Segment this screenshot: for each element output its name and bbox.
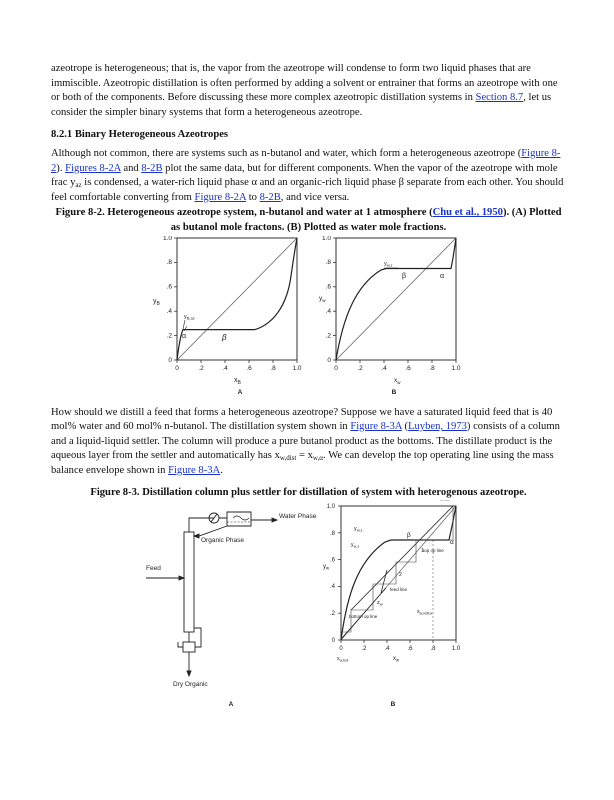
b-ytick-5: 1.0: [321, 235, 331, 242]
yw1-label: $y_{w,1}$: [351, 542, 360, 549]
dry-organic-label: Dry Organic: [173, 681, 208, 689]
text: ).: [56, 162, 66, 174]
subscript: w,α: [312, 454, 323, 463]
section-8-7-link[interactable]: Section 8.7: [475, 92, 524, 104]
bottom-op-line: [342, 588, 386, 638]
figure-8-3a-diagram: [146, 512, 317, 708]
a-xtick-1: .2: [198, 364, 204, 372]
text: . We can develop the top operating line using the mass balance envelope shown in: [51, 450, 554, 476]
figure-8-3b-plot: [323, 500, 461, 708]
ytick-3: .6: [329, 557, 335, 564]
panel-b-label: B: [391, 388, 397, 396]
xtick-2: .4: [384, 646, 390, 653]
a-ylabel: $y_B$: [153, 297, 160, 307]
text: .: [220, 464, 223, 476]
a-xtick-4: .8: [270, 364, 276, 372]
b-xtick-3: .6: [405, 364, 411, 372]
figure-8-2a-link-2[interactable]: Figure 8-2A: [194, 191, 247, 203]
text: How should we distill a feed that forms a heterogeneous azeotrope? Suppose we have a saturated liquid feed that is 40 mol% water and 60 mol% n-butanol. The distillation system shown in: [51, 406, 553, 433]
a-xlabel: $x_B$: [234, 376, 241, 386]
b-ytick-1: .2: [325, 332, 331, 340]
figure-8-3a-link[interactable]: Figure 8-3A: [350, 421, 402, 433]
xtick-1: .2: [361, 646, 367, 653]
figure-8-2b-plot: [319, 236, 461, 396]
figure-8-3: [51, 500, 566, 712]
distill-feed-paragraph: [51, 406, 566, 479]
ytick-5: 1.0: [326, 504, 335, 511]
binary-azeotrope-paragraph: [51, 147, 566, 205]
b-ytick-3: .6: [325, 283, 331, 291]
yaz-label: $y_{w,z}$: [354, 526, 363, 533]
text: to: [246, 191, 260, 203]
luyben-1973-link[interactable]: Luyben, 1973: [408, 421, 467, 433]
bottom-op-line-label: bottom op line: [349, 614, 378, 620]
xtick-0: 0: [339, 646, 343, 653]
a-xtick-0: 0: [175, 364, 179, 372]
b-xtick-4: .8: [429, 364, 435, 372]
a-alpha-label: α: [182, 332, 187, 340]
text: Although not common, there are systems such as n-butanol and water, which form a heterogeneous azeotrope (: [51, 147, 522, 159]
panel-a-label: A: [237, 388, 243, 396]
figure-8-3a-link-2[interactable]: Figure 8-3A: [168, 464, 221, 476]
ylabel: $y_w$: [323, 564, 330, 571]
xwbot-label: $x_{w,bot}$: [337, 656, 349, 663]
chu-1950-link[interactable]: Chu et al., 1950: [432, 207, 503, 219]
b-yaz-label: $y_{w,z}$: [384, 260, 393, 268]
organic-phase-label: Organic Phase: [201, 537, 244, 545]
top-op-line-label: top op line: [423, 548, 444, 554]
b-xtick-1: .2: [357, 364, 363, 372]
a-xtick-3: .6: [246, 364, 252, 372]
ytick-0: 0: [331, 638, 335, 645]
subscript: w,dist: [279, 454, 297, 463]
stage-2-label: 2: [399, 572, 402, 579]
b-xtick-0: 0: [334, 364, 338, 372]
a-ytick-3: .6: [166, 283, 172, 291]
feed-label: Feed: [146, 565, 161, 573]
subscript: az: [75, 181, 82, 190]
b-beta-label: β: [402, 272, 407, 280]
figure-8-2a-plot: [153, 236, 302, 396]
xlabel: $x_w$: [393, 656, 400, 663]
b-xtick-5: 1.0: [451, 364, 461, 372]
figure-8-2a-link[interactable]: Figures 8-2A: [65, 162, 121, 174]
feed-line-label: feed line: [390, 587, 408, 593]
text: azeotrope is heterogeneous; that is, the vapor from the azeotrope will condense to form two liquid phases that are immiscible. Azeotropic distillation is often performed by adding a solvent or entrainer that forms an azeotrope with one or both of the components. Before discussing these more complex azeotropic distillation systems in: [51, 63, 558, 104]
figure-8-2b-link[interactable]: 8-2B: [141, 162, 163, 174]
figure-8-3-caption: Figure 8-3. Distillation column plus settler for distillation of system with heterogenous azeotrope.: [90, 486, 527, 498]
diagonal-line: [177, 238, 297, 360]
xwdist-label: [437, 500, 451, 502]
distillation-column: [184, 532, 194, 632]
b-ytick-2: .4: [325, 307, 331, 315]
a-ytick-1: .2: [166, 332, 172, 340]
intro-paragraph: [51, 62, 566, 120]
water-phase-label: Water Phase: [279, 513, 317, 521]
zw-label: $z_w$: [377, 600, 383, 607]
text: ). (A) Plotted as butanol mole fractons. (B) Plotted as water mole fractions.: [170, 207, 562, 233]
a-beta-label: β: [222, 332, 227, 342]
panel-a-label: A: [228, 701, 234, 709]
text: is condensed, a water-rich liquid phase α and an organic-rich liquid phase β separate from each other. You should feel comfortable converting from: [51, 177, 564, 203]
stage-1-label: 1: [421, 548, 424, 555]
text: ) consists of a column and a liquid-liquid settler. The column will produce a pure butanol product as the bottoms. The distillate product is the aqueous layer from the settler and automatically has x: [51, 421, 560, 462]
b-xlabel: $x_w$: [394, 376, 401, 385]
text: , let us consider the simpler binary systems that form a heterogeneous azeotrope.: [51, 92, 552, 118]
ytick-4: .8: [329, 531, 335, 538]
text: Figure 8-2. Heterogeneous azeotrope system, n-butanol and water at 1 atmosphere (: [55, 207, 433, 219]
a-xtick-2: .4: [222, 364, 228, 372]
b-ytick-4: .8: [325, 258, 331, 266]
text: plot the same data, but for different components. When the vapor of the azeotrope with mole frac y: [51, 162, 558, 189]
a-xtick-5: 1.0: [292, 364, 302, 372]
alpha-label: α: [450, 539, 454, 547]
top-op-line: [351, 506, 453, 610]
text: , and vice versa.: [280, 191, 350, 203]
text: and: [120, 162, 142, 174]
text: (: [401, 421, 409, 433]
a-yaz-label: $y_{B,az}$: [184, 313, 195, 321]
figure-8-2-caption: [51, 206, 566, 235]
xtick-3: .6: [407, 646, 413, 653]
ytick-2: .4: [329, 584, 335, 591]
section-heading: 8.2.1 Binary Heterogeneous Azeotropes: [51, 129, 229, 141]
figure-8-2: [51, 236, 566, 406]
a-ytick-4: .8: [166, 258, 172, 266]
ytick-1: .2: [329, 611, 335, 618]
a-ytick-0: 0: [168, 356, 172, 364]
a-ytick-5: 1.0: [162, 235, 172, 242]
a-ytick-2: .4: [166, 307, 172, 315]
b-xtick-2: .4: [381, 364, 387, 372]
b-ytick-0: 0: [327, 356, 331, 364]
b-ylabel: $y_w$: [319, 294, 326, 303]
figure-8-2-link[interactable]: Figure 8-2: [51, 147, 561, 174]
xwreflux-label: $x_{w,reflux}$: [417, 609, 433, 616]
figure-8-2b-link-2[interactable]: 8-2B: [259, 191, 281, 203]
text: = x: [296, 450, 313, 462]
xtick-4: .8: [430, 646, 436, 653]
page: [51, 62, 566, 712]
xtick-5: 1.0: [451, 646, 461, 653]
panel-b-label: B: [390, 701, 396, 709]
beta-label: β: [407, 532, 411, 540]
b-alpha-label: α: [440, 272, 445, 280]
